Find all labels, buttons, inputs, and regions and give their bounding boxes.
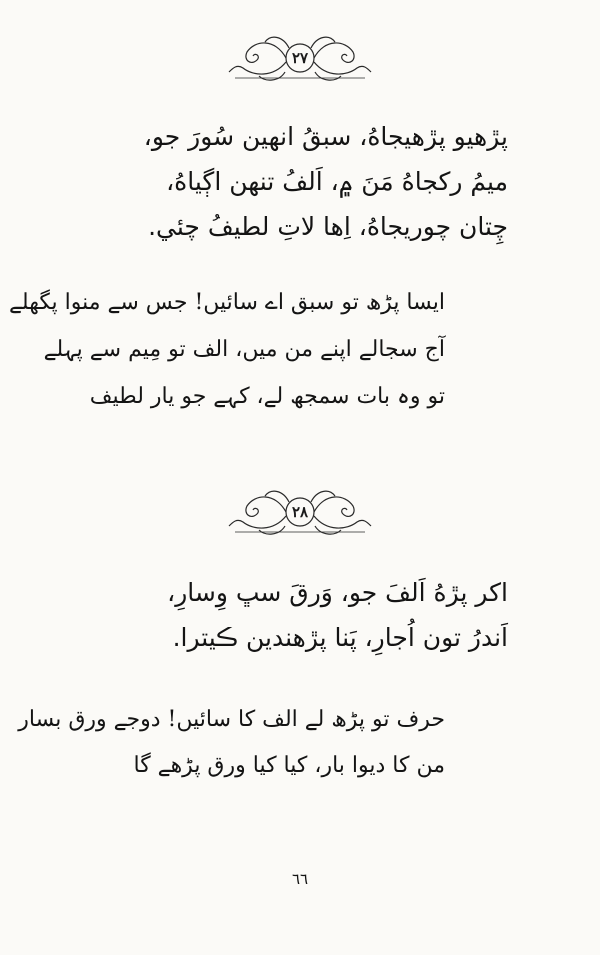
verse-line: چِتان چوريجاهُ، اِها لاتِ لطيفُ چئي. (148, 212, 508, 241)
poem-number-ornament (225, 28, 375, 88)
verse-line: پڙهيو پڙهيجاهُ، سبقُ انهين سُورَ جو، (143, 122, 508, 151)
verse-line: من کا دیوا بار، کیا کیا ورق پڑھے گا (133, 753, 445, 778)
verse-line: حرف تو پڑھ لے الف کا سائیں! دوجے ورق بسار (18, 707, 445, 732)
verse-line: اَندرُ تون اُجارِ، پَنا پڙهندين ڪيترا. (172, 623, 508, 652)
verse-line: تو وہ بات سمجھ لے، کہے جو یار لطیف (89, 384, 445, 409)
verse-line: آج سجالے اپنے من میں، الف تو مِیم سے پہلے (43, 337, 445, 362)
verse-line: ميمُ رکجاهُ مَنَ ۾، اَلفُ تنهن اڳياهُ، (166, 167, 508, 196)
poem-number: ٢٧ (291, 49, 309, 67)
verse-line: ایسا پڑھ تو سبق اے سائیں! جس سے منوا پگھلے (9, 290, 445, 315)
poem-number-ornament (225, 482, 375, 542)
poem-number: ٢٨ (291, 503, 309, 521)
verse-line: اکر پڙهُ اَلفَ جو، وَرقَ سڀ وِسارِ، (167, 578, 508, 607)
page-number: ٦٦ (291, 870, 309, 888)
